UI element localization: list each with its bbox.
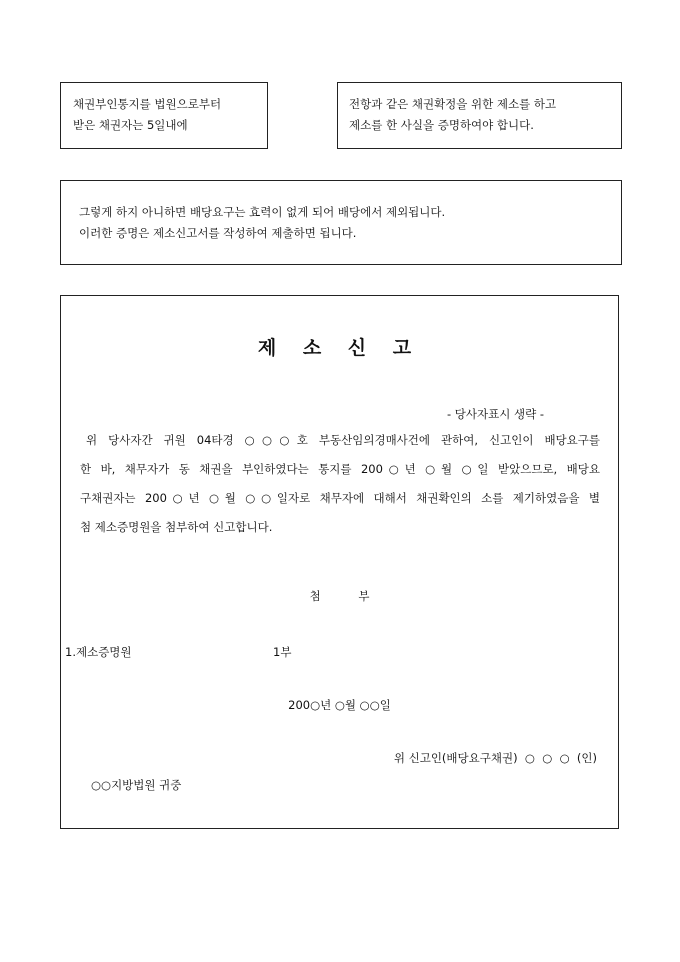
attachment-item: 1.제소증명원: [65, 645, 132, 659]
body-line: 구채권자는 200○년 ○월 ○○일자로 채무자에 대해서 채권확인의 소를 제기하였음을 별: [80, 491, 600, 505]
attachment-quantity: 1부: [273, 645, 292, 659]
body-line: 첨 제소증명원을 첨부하여 신고합니다.: [80, 520, 273, 534]
body-line: 위 당사자간 귀원 04타경 ○○○호 부동산임의경매사건에 관하여, 신고인이 배당요구를: [86, 433, 600, 447]
court-addressee: ○○지방법원 귀중: [91, 778, 182, 792]
report-date: 200○년 ○월 ○○일: [288, 698, 391, 712]
body-line: 한 바, 채무자가 동 채권을 부인하였다는 통지를 200○년 ○월 ○일 받았으므로, 배당요: [80, 462, 600, 476]
form-body: [80, 426, 600, 542]
form-title: 제 소 신 고: [257, 337, 422, 359]
notice-line: 이러한 증명은 제소신고서를 작성하여 제출하면 됩니다.: [79, 226, 357, 240]
notice-line: 그렇게 하지 아니하면 배당요구는 효력이 없게 되어 배당에서 제외됩니다.: [79, 205, 446, 219]
lawsuit-report-form: [60, 295, 619, 829]
notice-line: 제소를 한 사실을 증명하여야 합니다.: [349, 118, 534, 132]
notice-box-consequence: [60, 180, 622, 265]
reporter-signature: 위 신고인(배당요구채권) ○ ○ ○ (인): [393, 751, 597, 765]
notice-line: 채권부인통지를 법원으로부터: [73, 97, 222, 111]
notice-line: 전항과 같은 채권확정을 위한 제소를 하고: [349, 97, 557, 111]
party-omitted-note: - 당사자표시 생략 -: [446, 407, 544, 421]
attachment-heading: 첨 부: [309, 589, 370, 603]
notice-box-lawsuit: [337, 82, 622, 149]
notice-line: 받은 채권자는 5일내에: [73, 118, 188, 132]
notice-box-deadline: [60, 82, 268, 149]
